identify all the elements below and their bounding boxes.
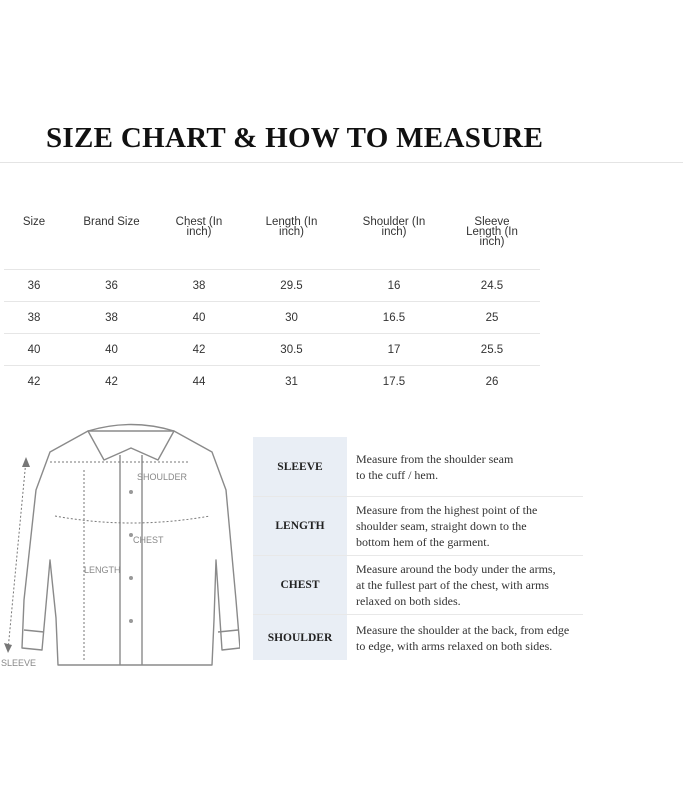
guide-label-length: LENGTH (253, 497, 347, 555)
sleeve-diagram-label: SLEEVE (1, 658, 37, 668)
guide-text-chest: Measure around the body under the arms, at the fullest part of the chest, with arms relaxed on both sides. (356, 562, 556, 608)
cell-size: 36 (4, 270, 64, 302)
table-row (4, 270, 540, 302)
cell-chest: 38 (159, 270, 239, 302)
sleeve-arrow-bottom-icon (4, 643, 12, 653)
shirt-placket (120, 455, 142, 665)
header-brand-size: Brand Size (83, 216, 140, 228)
cell-size: 42 (4, 366, 64, 398)
cell-chest: 42 (159, 334, 239, 366)
guide-text-shoulder: Measure the shoulder at the back, from edge to edge, with arms relaxed on both sides. (356, 622, 570, 653)
cell-chest: 44 (159, 366, 239, 398)
cell-chest: 40 (159, 302, 239, 334)
guide-row-chest (253, 556, 583, 615)
table-row (4, 302, 540, 334)
guide-label-shoulder: SHOULDER (253, 615, 347, 660)
chest-diagram-label: CHEST (133, 535, 164, 545)
cell-shoulder: 16 (344, 270, 444, 302)
cell-brand-size: 36 (64, 270, 159, 302)
cell-sleeve-length: 24.5 (444, 270, 540, 302)
guide-text-length: Measure from the highest point of the shoulder seam, straight down to the bottom hem of the garment. (356, 503, 538, 549)
cell-length: 29.5 (239, 270, 344, 302)
guide-row-length (253, 497, 583, 556)
cell-brand-size: 40 (64, 334, 159, 366)
cell-sleeve-length: 25.5 (444, 334, 540, 366)
guide-row-sleeve (253, 437, 583, 497)
cell-sleeve-length: 26 (444, 366, 540, 398)
header-size: Size (22, 216, 46, 228)
header-sleeve-length: Sleeve Length (In inch) (466, 216, 518, 248)
cell-shoulder: 17.5 (344, 366, 444, 398)
header-shoulder: Shoulder (In inch) (362, 216, 426, 238)
length-diagram-label: LENGTH (84, 565, 121, 575)
shirt-outline (22, 431, 240, 665)
cell-length: 31 (239, 366, 344, 398)
table-row (4, 334, 540, 366)
cell-length: 30 (239, 302, 344, 334)
page-title: SIZE CHART & HOW TO MEASURE (46, 122, 544, 154)
cell-sleeve-length: 25 (444, 302, 540, 334)
sleeve-arrow-top-icon (22, 457, 30, 467)
cell-brand-size: 42 (64, 366, 159, 398)
cell-length: 30.5 (239, 334, 344, 366)
shirt-collar (88, 425, 174, 461)
shirt-measurement-diagram (0, 418, 240, 678)
header-chest: Chest (In inch) (175, 216, 223, 238)
cell-size: 38 (4, 302, 64, 334)
measurement-guide (253, 437, 583, 660)
title-divider (0, 162, 683, 163)
table-row (4, 366, 540, 398)
guide-label-sleeve: SLEEVE (253, 437, 347, 496)
cell-brand-size: 38 (64, 302, 159, 334)
size-table-header (4, 212, 540, 270)
cell-shoulder: 17 (344, 334, 444, 366)
cell-shoulder: 16.5 (344, 302, 444, 334)
cell-size: 40 (4, 334, 64, 366)
header-length: Length (In inch) (265, 216, 318, 238)
shoulder-diagram-label: SHOULDER (137, 472, 188, 482)
guide-label-chest: CHEST (253, 556, 347, 614)
size-table (4, 212, 540, 397)
chest-measure-line (55, 516, 210, 523)
guide-row-shoulder (253, 615, 583, 660)
guide-text-sleeve: Measure from the shoulder seam to the cuff / hem. (356, 451, 514, 482)
